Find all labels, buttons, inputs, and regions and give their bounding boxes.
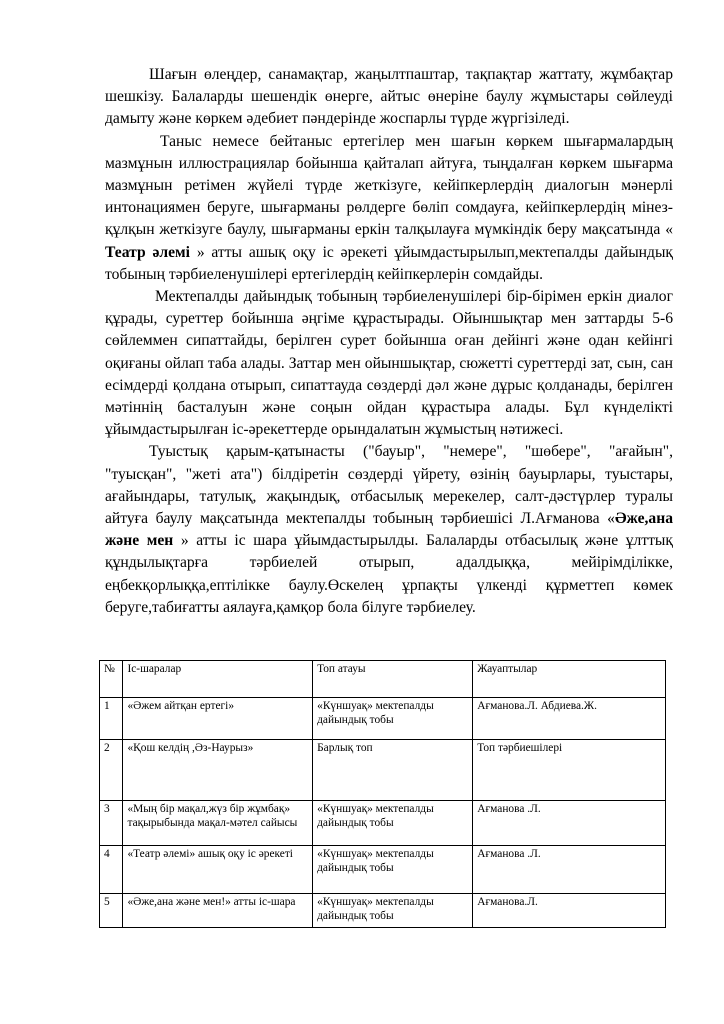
row-number: 4 <box>100 846 123 894</box>
row-group: Барлық топ <box>313 740 473 801</box>
row-group: «Күншуақ» мектепалды дайындық тобы <box>313 801 473 846</box>
paragraph-2-bold: Театр әлемі <box>105 243 197 261</box>
row-responsible: Ағманова .Л. <box>473 801 666 846</box>
table-row <box>100 846 666 894</box>
row-responsible: Ағманова.Л. Абдиева.Ж. <box>473 698 666 740</box>
row-event: «Мың бір мақал,жүз бір жұмбақ» тақырыбында мақал-мәтел сайысы <box>123 801 313 846</box>
paragraph-1: Шағын өлеңдер, санамақтар, жаңылтпаштар, тақпақтар жаттату, жұмбақтар шешкізу. Балаларды шешендік өнерге, айтыс өнеріне баулу жұмыстары сөйлеуді дамыту және көркем әдебиет пәндерінде жоспарлы түрде жүргізіледі. <box>105 66 673 128</box>
row-responsible: Ағманова.Л. <box>473 894 666 928</box>
events-table <box>99 660 666 928</box>
table-row <box>100 698 666 740</box>
row-number: 5 <box>100 894 123 928</box>
row-event: «Әжем айтқан ертегі» <box>123 698 313 740</box>
row-number: 2 <box>100 740 123 801</box>
table-row <box>100 801 666 846</box>
row-number: 3 <box>100 801 123 846</box>
header-events: Іс-шаралар <box>123 661 313 698</box>
paragraph-4-start: Туыстық қарым-қатынасты ("бауыр", "немере", "шөбере", "ағайын", "туысқан", "жеті ата") білдіретін сөздерді үйрету, өзінің бауырлары, туыстары, ағайындары, татулық, жақындық, отбасылық мерекелер, салт-дәстүрлер туралы айтуға баулу мақсатында мектепалды тобының тәрбиешісі Л.Ағманова « <box>105 443 673 528</box>
paragraph-4 <box>105 441 673 619</box>
table-header-row <box>100 661 666 698</box>
header-number: № <box>100 661 123 698</box>
row-number: 1 <box>100 698 123 740</box>
paragraph-2-end: » атты ашық оқу іс әрекеті ұйымдастырылып,мектепалды дайындық тобының тәрбиеленушілері ертегілердің кейіпкерлерін сомдайды. <box>105 243 673 283</box>
paragraph-2 <box>105 131 673 286</box>
row-event: «Театр әлемі» ашық оқу іс әрекеті <box>123 846 313 894</box>
paragraph-4-end: » атты іс шара ұйымдастырылды. Балаларды отбасылық және ұлттық құндылықтарға тәрбиелей отырып, адалдыққа, мейірімділікке, еңбекқорлыққа,ептілікке баулу.Өскелең ұрпақты үлкенді құрметтеп көмек беруге,табиғатты аялауға,қамқор бола білуге тәрбиелеу. <box>105 532 673 616</box>
row-responsible: Ағманова .Л. <box>473 846 666 894</box>
paragraph-4-bold: Әже,ана және мен <box>105 510 673 550</box>
header-responsible: Жауаптылар <box>473 661 666 698</box>
table-row <box>100 894 666 928</box>
row-event: «Әже,ана және мен!» атты іс-шара <box>123 894 313 928</box>
row-responsible: Топ тәрбиешілері <box>473 740 666 801</box>
body-text <box>105 64 673 619</box>
header-group: Топ атауы <box>313 661 473 698</box>
row-group: «Күншуақ» мектепалды дайындық тобы <box>313 846 473 894</box>
row-group: «Күншуақ» мектепалды дайындық тобы <box>313 698 473 740</box>
paragraph-2-start: Таныс немесе бейтаныс ертегілер мен шағын көркем шығармалардың мазмұнын иллюстрациялар бойынша қайталап айтуға, тыңдалған көркем шығарма мазмұнын ретімен жүйелі түрде жеткізуге, кейіпкерлердің диалогын мәнерлі интонациямен беруге, шығарманы рөлдерге бөліп сомдауға, кейіпкерлердің мінез-құлқын жеткізуге баулу, шығарманы еркін талқылауға мүмкіндік беру мақсатында « <box>105 132 673 239</box>
row-event: «Қош келдің ,Әз-Наурыз» <box>123 740 313 801</box>
row-group: «Күншуақ» мектепалды дайындық тобы <box>313 894 473 928</box>
table-row <box>100 740 666 801</box>
paragraph-3: Мектепалды дайындық тобының тәрбиеленушілері бір-бірімен еркін диалог құрады, суреттер бойынша әңгіме құрастырады. Ойыншықтар мен заттарды 5-6 сөйлеммен сипаттайды, берілген сурет бойынша оған дейінгі және одан кейінгі оқиғаны ойлап таба алады. Заттар мен ойыншықтар, сюжетті суреттерді зат, сын, сан есімдерді қолдана отырып, сипаттауда сөздерді дәл және дұрыс қолданады, берілген мәтіннің басталуын және соңын ойдан құрастыра алады. Бұл күнделікті ұйымдастырылған іс-әрекеттерде орындалатын жұмыстың нәтижесі. <box>105 288 673 439</box>
